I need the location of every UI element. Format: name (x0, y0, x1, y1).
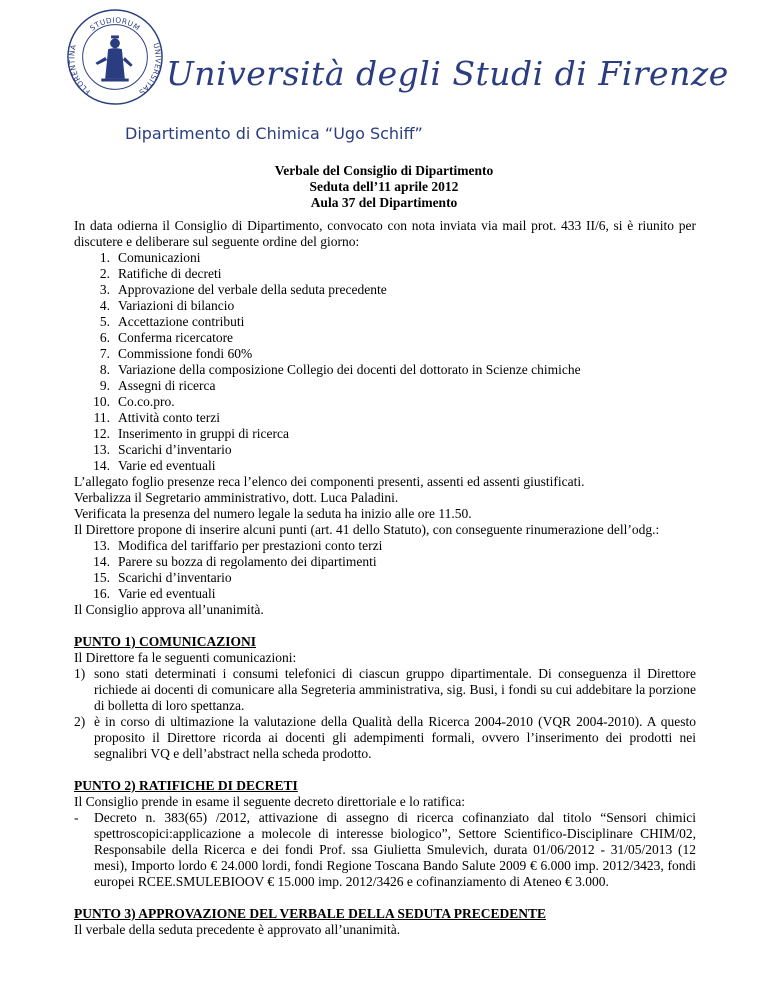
section-title-punto-2: PUNTO 2) RATIFICHE DI DECRETI (74, 778, 298, 793)
agenda-list (74, 250, 696, 474)
section-intro: Il Direttore fa le seguenti comunicazioni: (74, 650, 297, 665)
list-item: 8. Variazione della composizione Collegio dei docenti del dottorato in Scienze chimiche (99, 362, 581, 377)
list-item: 5. Accettazione contributi (99, 314, 245, 329)
list-item: 14. Varie ed eventuali (93, 458, 216, 473)
approval-paragraph: Il Consiglio approva all’unanimità. (74, 602, 264, 617)
title-line-3: Aula 37 del Dipartimento (310, 195, 458, 210)
secretary-paragraph: Verbalizza il Segretario amministrativo, dott. Luca Paladini. (74, 490, 399, 505)
title-line-1: Verbale del Consiglio di Dipartimento (274, 163, 494, 178)
list-item: 2. Ratifiche di decreti (99, 266, 222, 281)
section-text: Il verbale della seduta precedente è approvato all’unanimità. (74, 922, 401, 937)
list-item: 12. Inserimento in gruppi di ricerca (93, 426, 289, 441)
list-item: 14. Parere su bozza di regolamento dei dipartimenti (93, 554, 377, 569)
university-name: Università degli Studi di Firenze (166, 54, 729, 93)
section-title-punto-1: PUNTO 1) COMUNICAZIONI (74, 634, 257, 649)
list-item: 1) sono stati determinati i consumi telefonici di ciascun gruppo dipartimentale. Di conseguenza il Direttore richiede ai docenti di comunicare alla Segreteria amministrativa, sig. Busi, i fondi su cui addebitare la porzione di bolletta di loro spettanza. (74, 666, 696, 713)
attendance-paragraph: L’allegato foglio presenze reca l’elenco dei componenti presenti, assenti ed assenti giustificati. (74, 474, 585, 489)
list-item: 1. Comunicazioni (99, 250, 201, 265)
list-item: - Decreto n. 383(65) /2012, attivazione di assegno di ricerca cofinanziato dal titolo “Sensori chimici spettroscopici:applicazione a molecole di interesse biologico”, Settore Scientifico-Disciplinare CHIM/02, Responsabile della Ricerca e dei fondi Prof. ssa Giulietta Smulevich, durata 01/06/2012 - 31/05/2013 (12 mesi), Importo lordo € 24.000 lordi, fondi Regione Toscana Bando Salute 2009 € 6.000 imp. 2012/3423, fondi europei RCEE.SMULEBIOOV € 15.000 imp. 2012/3426 e cofinanziamento di Ateneo € 3.000. (74, 810, 696, 889)
list-item: 3. Approvazione del verbale della seduta precedente (99, 282, 387, 297)
title-line-2: Seduta dell’11 aprile 2012 (309, 179, 459, 194)
letterhead (66, 8, 729, 148)
intro-paragraph: In data odierna il Consiglio di Dipartimento, convocato con nota inviata via mail prot. 433 II/6, si è riunito per discutere e deliberare sul seguente ordine del giorno: (74, 218, 696, 249)
added-agenda-list (74, 538, 696, 602)
list-item: 11. Attività conto terzi (93, 410, 220, 425)
list-item: 6. Conferma ricercatore (99, 330, 234, 345)
list-item: 2) è in corso di ultimazione la valutazione della Qualità della Ricerca 2004-2010 (VQR 2004-2010). A questo proposito il Direttore ricorda ai docenti gli adempimenti formali, ovvero l’inserimento dei prodotti nei segnalibri VQ e dell’abstract nella scheda prodotto. (74, 714, 696, 761)
list-item: 4. Variazioni di bilancio (99, 298, 235, 313)
section-intro: Il Consiglio prende in esame il seguente decreto direttoriale e lo ratifica: (74, 794, 465, 809)
list-item: 15. Scarichi d’inventario (93, 570, 232, 585)
section-title-punto-3: PUNTO 3) APPROVAZIONE DEL VERBALE DELLA SEDUTA PRECEDENTE (74, 906, 546, 921)
university-seal-icon (66, 8, 164, 106)
list-item: 7. Commissione fondi 60% (99, 346, 253, 361)
department-name: Dipartimento di Chimica “Ugo Schiff” (125, 124, 423, 143)
list-item: 13. Modifica del tariffario per prestazioni conto terzi (93, 538, 383, 553)
svg-text:UNIVERSITAS: UNIVERSITAS (136, 41, 163, 98)
proposal-paragraph: Il Direttore propone di inserire alcuni punti (art. 41 dello Statuto), con conseguente rinumerazione dell’odg.: (74, 522, 660, 537)
svg-text:FLORENTINA: FLORENTINA (67, 43, 93, 97)
svg-text:STUDIORUM: STUDIORUM (88, 15, 142, 33)
document-body (74, 218, 696, 938)
list-item: 13. Scarichi d’inventario (93, 442, 232, 457)
list-item: 9. Assegni di ricerca (99, 378, 216, 393)
quorum-paragraph: Verificata la presenza del numero legale la seduta ha inizio alle ore 11.50. (74, 506, 472, 521)
list-item: 16. Varie ed eventuali (93, 586, 216, 601)
document-title (0, 163, 768, 211)
list-item: 10. Co.co.pro. (93, 394, 175, 409)
